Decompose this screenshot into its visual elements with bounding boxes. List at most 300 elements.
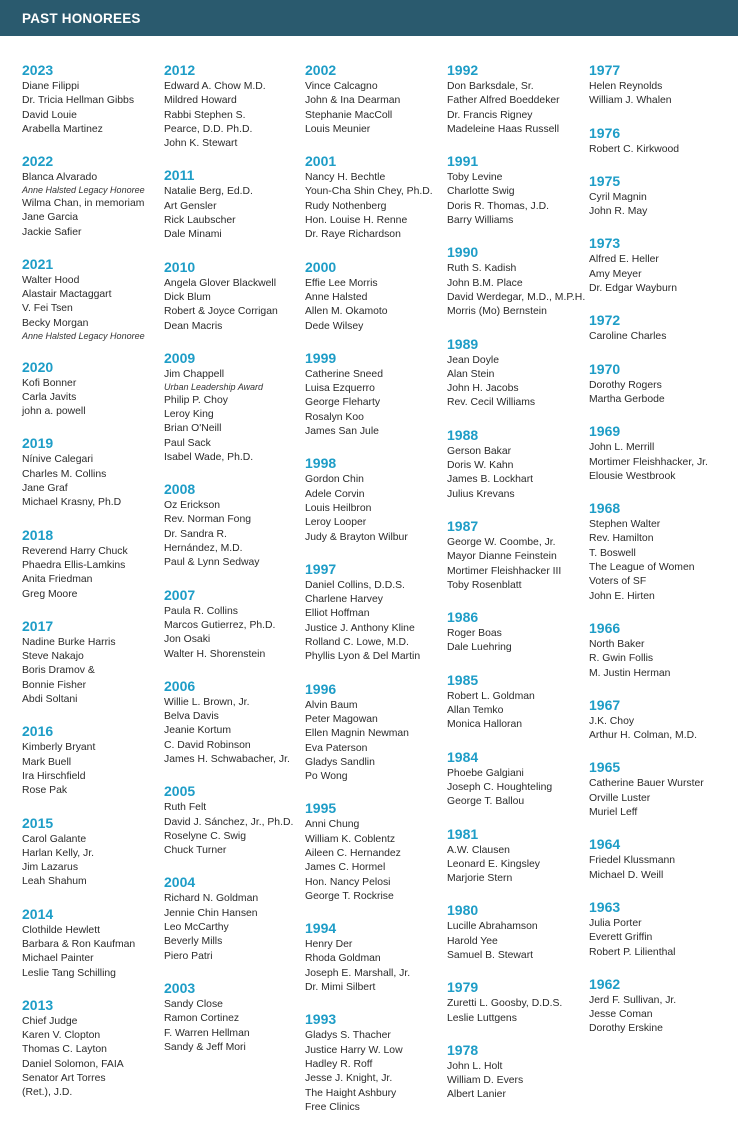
- honoree-name: Hernández, M.D.: [164, 543, 243, 555]
- honoree-name: Charlene Harvey: [305, 594, 383, 606]
- year-heading: 1986: [447, 609, 479, 626]
- year-heading: 1984: [447, 748, 479, 765]
- year-block: [589, 500, 735, 604]
- honoree-name: Paul & Lynn Sedway: [164, 557, 260, 569]
- honoree-name: Abdi Soltani: [22, 694, 78, 706]
- honoree-list: [589, 379, 735, 408]
- honoree-name: (Ret.), J.D.: [22, 1087, 73, 1099]
- honoree-name: Dr. Tricia Hellman Gibbs: [22, 95, 135, 107]
- honoree-column: [589, 62, 735, 1053]
- year-heading: 2012: [164, 62, 196, 78]
- honoree-name: Ruth S. Kadish: [447, 263, 517, 275]
- honoree-name: Zuretti L. Goosby, D.D.S.: [447, 998, 563, 1010]
- year-heading: 2014: [22, 905, 54, 922]
- honoree-list: [305, 277, 451, 334]
- honoree-name: Rose Pak: [22, 785, 68, 797]
- honoree-name: Marcos Gutierrez, Ph.D.: [164, 619, 276, 631]
- year-block: [589, 361, 735, 408]
- year-block: [447, 672, 593, 733]
- honoree-name: Robert & Joyce Corrigan: [164, 306, 278, 318]
- year-block: [22, 618, 168, 707]
- year-block: [305, 920, 451, 995]
- honoree-name: T. Boswell: [589, 547, 636, 559]
- honoree-name: Elousie Westbrook: [589, 470, 676, 482]
- honoree-name: Ruth Felt: [164, 802, 207, 814]
- honoree-name: Rhoda Goldman: [305, 953, 381, 965]
- honoree-name: Rev. Hamilton: [589, 533, 654, 545]
- honoree-name: Toby Levine: [447, 172, 503, 184]
- honoree-name: Jesse J. Knight, Jr.: [305, 1073, 393, 1085]
- honoree-name: Anni Chung: [305, 819, 360, 831]
- honoree-name: Jeanie Kortum: [164, 725, 231, 737]
- honoree-name: Phyllis Lyon & Del Martin: [305, 651, 421, 663]
- honoree-name: Doris R. Thomas, J.D.: [447, 200, 550, 212]
- honoree-list: [589, 330, 735, 344]
- honoree-name: James San Jule: [305, 426, 379, 438]
- honoree-name: Nínive Calegari: [22, 454, 94, 466]
- honoree-name: Samuel B. Stewart: [447, 949, 534, 961]
- honoree-name: Luisa Ezquerro: [305, 383, 375, 395]
- year-heading: 2008: [164, 481, 196, 498]
- honoree-list: [305, 579, 451, 665]
- honoree-name: Marjorie Stern: [447, 873, 513, 885]
- year-heading: 2015: [22, 814, 54, 831]
- year-heading: 1965: [589, 759, 621, 776]
- year-block: [164, 874, 310, 963]
- honoree-name: Ira Hirschfield: [22, 770, 86, 782]
- honoree-name: Paula R. Collins: [164, 605, 238, 617]
- honoree-name: john a. powell: [22, 406, 86, 418]
- year-heading: 1987: [447, 517, 479, 534]
- honoree-name: Justice J. Anthony Kline: [305, 622, 415, 634]
- honoree-name: Leo McCarthy: [164, 922, 229, 934]
- honoree-list: [447, 1060, 593, 1103]
- honoree-name: Mayor Dianne Feinstein: [447, 551, 557, 563]
- honoree-name: Dede Wilsey: [305, 320, 364, 332]
- honoree-name: Barbara & Ron Kaufman: [22, 938, 136, 950]
- honoree-name: R. Gwin Follis: [589, 653, 654, 665]
- honoree-list: [164, 696, 310, 767]
- year-block: [164, 481, 310, 570]
- honoree-name: Justice Harry W. Low: [305, 1044, 403, 1056]
- honoree-list: [164, 605, 310, 662]
- honoree-list: [305, 699, 451, 785]
- honoree-list: [589, 917, 735, 960]
- honoree-list: [589, 518, 735, 604]
- honoree-list: [589, 994, 735, 1037]
- honoree-name: Jim Chappell: [164, 368, 225, 380]
- year-heading: 1977: [589, 62, 621, 78]
- honoree-name: Po Wong: [305, 771, 348, 783]
- year-heading: 1963: [589, 898, 621, 915]
- honoree-list: [447, 536, 593, 593]
- year-block: [22, 527, 168, 602]
- year-block: [164, 62, 310, 151]
- honoree-name: Phoebe Galgiani: [447, 767, 524, 779]
- year-block: [22, 62, 168, 137]
- honor-note: Urban Leadership Award: [164, 382, 264, 393]
- honoree-list: [589, 80, 735, 109]
- honoree-column: [447, 62, 593, 1119]
- year-heading: 2006: [164, 677, 196, 694]
- honoree-name: Blanca Alvarado: [22, 172, 98, 184]
- honoree-name: Sandy Close: [164, 998, 223, 1010]
- honoree-list: [589, 143, 735, 157]
- year-block: [589, 125, 735, 157]
- honoree-name: Dr. Mimi Silbert: [305, 982, 376, 994]
- year-block: [22, 359, 168, 420]
- honoree-name: Anne Halsted: [305, 291, 368, 303]
- honoree-list: [164, 499, 310, 570]
- year-heading: 1962: [589, 975, 621, 992]
- honoree-name: George W. Coombe, Jr.: [447, 536, 556, 548]
- honoree-list: [447, 920, 593, 963]
- honoree-name: Karen V. Clopton: [22, 1030, 101, 1042]
- honoree-name: David Louie: [22, 109, 77, 121]
- honoree-list: [22, 274, 168, 343]
- year-heading: 1994: [305, 920, 337, 937]
- honoree-name: Mildred Howard: [164, 95, 237, 107]
- honoree-name: Leroy King: [164, 408, 214, 420]
- year-heading: 2007: [164, 586, 196, 603]
- honoree-name: Robert P. Lilienthal: [589, 946, 676, 958]
- year-block: [164, 350, 310, 465]
- honoree-name: V. Fei Tsen: [22, 303, 73, 315]
- honoree-name: Daniel Collins, D.D.S.: [305, 579, 405, 591]
- honoree-name: Everett Griffin: [589, 932, 653, 944]
- year-heading: 1975: [589, 172, 621, 189]
- year-block: [164, 980, 310, 1055]
- year-block: [22, 815, 168, 890]
- year-heading: 2004: [164, 874, 196, 891]
- honoree-name: Chief Judge: [22, 1015, 78, 1027]
- honoree-list: [305, 938, 451, 995]
- honoree-name: John L. Merrill: [589, 442, 655, 454]
- page-title: PAST HONOREES: [22, 10, 141, 26]
- year-block: [589, 423, 735, 484]
- honoree-name: Walter H. Shorenstein: [164, 648, 266, 660]
- honoree-name: Henry Der: [305, 939, 353, 951]
- honoree-name: Rev. Cecil Williams: [447, 397, 536, 409]
- year-heading: 2021: [22, 255, 54, 272]
- year-heading: 1989: [447, 335, 479, 352]
- honoree-name: Richard N. Goldman: [164, 893, 259, 905]
- honoree-name: Arthur H. Colman, M.D.: [589, 730, 697, 742]
- year-heading: 1964: [589, 836, 621, 853]
- honoree-name: Dorothy Rogers: [589, 379, 662, 391]
- honoree-column: [22, 62, 168, 1117]
- year-block: [447, 902, 593, 963]
- honoree-name: Paul Sack: [164, 437, 211, 449]
- year-heading: 2000: [305, 258, 337, 275]
- year-heading: 2018: [22, 526, 54, 543]
- year-heading: 1967: [589, 696, 621, 713]
- honoree-name: Leslie Tang Schilling: [22, 967, 116, 979]
- year-block: [447, 1042, 593, 1103]
- honoree-list: [22, 80, 168, 137]
- year-heading: 2001: [305, 153, 337, 170]
- honoree-name: Michael D. Weill: [589, 869, 664, 881]
- honoree-name: Harlan Kelly, Jr.: [22, 847, 94, 859]
- honoree-name: Jim Lazarus: [22, 862, 79, 874]
- honoree-list: [447, 262, 593, 319]
- honoree-name: Senator Art Torres: [22, 1073, 106, 1085]
- year-heading: 2017: [22, 617, 54, 634]
- honoree-name: Rudy Nothenberg: [305, 200, 387, 212]
- honoree-list: [22, 924, 168, 981]
- honoree-name: John & Ina Dearman: [305, 95, 401, 107]
- honoree-name: Greg Moore: [22, 588, 78, 600]
- honoree-name: Catherine Bauer Wurster: [589, 778, 704, 790]
- honoree-list: [447, 627, 593, 656]
- honoree-name: William D. Evers: [447, 1075, 524, 1087]
- honoree-name: John L. Holt: [447, 1060, 503, 1072]
- honoree-name: Anita Friedman: [22, 574, 93, 586]
- honoree-name: Bonnie Fisher: [22, 679, 87, 691]
- honoree-name: Lucille Abrahamson: [447, 921, 538, 933]
- honoree-name: Charlotte Swig: [447, 186, 515, 198]
- honoree-name: Hon. Nancy Pelosi: [305, 876, 391, 888]
- honoree-name: Roger Boas: [447, 628, 502, 640]
- honoree-list: [589, 777, 735, 820]
- year-block: [447, 244, 593, 319]
- honoree-name: Dale Luehring: [447, 642, 512, 654]
- honoree-name: Rosalyn Koo: [305, 411, 364, 423]
- honoree-name: Arabella Martinez: [22, 123, 103, 135]
- honoree-list: [305, 473, 451, 544]
- honoree-list: [589, 854, 735, 883]
- honoree-name: Gladys Sandlin: [305, 756, 375, 768]
- year-block: [305, 681, 451, 785]
- year-heading: 1976: [589, 124, 621, 141]
- honoree-name: Gerson Bakar: [447, 445, 512, 457]
- honoree-name: Alan Stein: [447, 368, 495, 380]
- honoree-name: Roselyne C. Swig: [164, 830, 247, 842]
- honoree-name: Madeleine Haas Russell: [447, 123, 560, 135]
- honoree-name: Mortimer Fleishhacker III: [447, 565, 562, 577]
- honoree-name: Helen Reynolds: [589, 81, 663, 92]
- year-block: [447, 518, 593, 593]
- honoree-name: Walter Hood: [22, 274, 80, 286]
- honoree-name: Jennie Chin Hansen: [164, 907, 258, 919]
- honoree-name: Jane Garcia: [22, 212, 79, 224]
- honoree-list: [305, 80, 451, 137]
- honoree-name: John K. Stewart: [164, 138, 238, 150]
- year-block: [447, 749, 593, 810]
- honoree-name: Rabbi Stephen S.: [164, 109, 246, 121]
- year-heading: 2016: [22, 723, 54, 740]
- honoree-list: [22, 171, 168, 240]
- honoree-name: M. Justin Herman: [589, 667, 671, 679]
- honoree-name: Kimberly Bryant: [22, 742, 96, 754]
- honoree-list: [22, 377, 168, 420]
- honoree-list: [589, 253, 735, 296]
- honoree-name: Jean Doyle: [447, 354, 499, 366]
- honoree-list: [164, 801, 310, 858]
- honoree-name: Dr. Raye Richardson: [305, 229, 401, 241]
- honoree-name: Cyril Magnin: [589, 191, 647, 203]
- honoree-name: Dale Minami: [164, 229, 222, 241]
- honoree-name: James C. Hormel: [305, 862, 386, 874]
- honoree-name: Isabel Wade, Ph.D.: [164, 451, 254, 463]
- honoree-list: [164, 368, 310, 465]
- honoree-name: Leonard E. Kingsley: [447, 858, 540, 870]
- honoree-list: [589, 441, 735, 484]
- honoree-list: [22, 1015, 168, 1101]
- year-heading: 1972: [589, 312, 621, 329]
- honoree-list: [164, 998, 310, 1055]
- year-heading: 1996: [305, 680, 337, 697]
- year-block: [589, 836, 735, 883]
- year-block: [589, 976, 735, 1037]
- honoree-name: Stephen Walter: [589, 519, 661, 531]
- honoree-name: Dr. Francis Rigney: [447, 109, 533, 121]
- honoree-name: John E. Hirten: [589, 590, 655, 602]
- honoree-list: [164, 185, 310, 242]
- year-block: [305, 800, 451, 904]
- honoree-name: Nadine Burke Harris: [22, 636, 116, 648]
- honoree-name: Ramon Cortinez: [164, 1013, 240, 1025]
- honoree-list: [22, 545, 168, 602]
- honoree-name: Gordon Chin: [305, 474, 364, 486]
- year-block: [589, 173, 735, 220]
- year-block: [22, 723, 168, 798]
- honoree-name: Peter Magowan: [305, 713, 378, 725]
- honoree-name: Steve Nakajo: [22, 651, 84, 663]
- honoree-name: Beverly Mills: [164, 936, 223, 948]
- honoree-name: Piero Patri: [164, 950, 213, 962]
- year-heading: 1985: [447, 671, 479, 688]
- honoree-list: [447, 767, 593, 810]
- honoree-name: Louis Heilbron: [305, 502, 372, 514]
- honoree-column: [164, 62, 310, 1071]
- year-heading: 2010: [164, 258, 196, 275]
- honoree-name: Wilma Chan, in memoriam: [22, 197, 145, 209]
- honoree-list: [589, 715, 735, 744]
- honoree-name: James H. Schwabacher, Jr.: [164, 754, 290, 765]
- honoree-name: Philip P. Choy: [164, 394, 228, 406]
- honoree-name: Rev. Norman Fong: [164, 514, 252, 526]
- honoree-name: The Haight Ashbury: [305, 1087, 397, 1099]
- honoree-list: [447, 690, 593, 733]
- year-block: [447, 609, 593, 656]
- year-heading: 1990: [447, 244, 479, 261]
- honoree-list: [589, 638, 735, 681]
- year-heading: 2003: [164, 979, 196, 996]
- honoree-list: [447, 844, 593, 887]
- honoree-name: John R. May: [589, 206, 648, 218]
- year-heading: 2002: [305, 62, 337, 78]
- honoree-name: Caroline Charles: [589, 331, 667, 343]
- honoree-name: James B. Lockhart: [447, 474, 534, 486]
- honoree-name: Brian O'Neill: [164, 423, 222, 435]
- honoree-name: Sandy & Jeff Mori: [164, 1041, 246, 1053]
- honoree-name: Dean Macris: [164, 320, 223, 332]
- honoree-name: Alvin Baum: [305, 699, 358, 711]
- honoree-name: Robert C. Kirkwood: [589, 143, 680, 155]
- honoree-name: Nancy H. Bechtle: [305, 172, 386, 184]
- honoree-name: Amy Meyer: [589, 268, 642, 280]
- year-heading: 2013: [22, 996, 54, 1013]
- honoree-name: Harold Yee: [447, 935, 498, 947]
- honoree-list: [447, 354, 593, 411]
- year-heading: 2009: [164, 349, 196, 366]
- honorees-columns: [0, 36, 738, 1125]
- honoree-name: William K. Coblentz: [305, 833, 396, 845]
- honoree-name: North Baker: [589, 638, 645, 650]
- honoree-name: Martha Gerbode: [589, 393, 665, 405]
- honoree-list: [22, 833, 168, 890]
- honoree-name: C. David Robinson: [164, 739, 251, 751]
- year-block: [589, 759, 735, 820]
- honoree-name: David J. Sánchez, Jr., Ph.D.: [164, 816, 294, 828]
- year-heading: 1998: [305, 455, 337, 472]
- honoree-name: Clothilde Hewlett: [22, 924, 100, 936]
- honoree-name: Carol Galante: [22, 833, 87, 845]
- honoree-name: The League of Women: [589, 562, 695, 574]
- honoree-name: Rolland C. Lowe, M.D.: [305, 637, 409, 649]
- honoree-name: Father Alfred Boeddeker: [447, 95, 560, 107]
- honoree-name: Carla Javits: [22, 391, 77, 403]
- honoree-list: [447, 80, 593, 137]
- year-block: [22, 997, 168, 1101]
- honoree-name: Mortimer Fleishhacker, Jr.: [589, 456, 708, 468]
- honoree-name: Dick Blum: [164, 291, 211, 303]
- year-block: [22, 906, 168, 981]
- honoree-name: Chuck Turner: [164, 845, 227, 857]
- year-heading: 1981: [447, 825, 479, 842]
- honoree-name: David Werdegar, M.D., M.P.H.: [447, 291, 586, 303]
- honoree-name: Michael Krasny, Ph.D: [22, 497, 122, 509]
- year-heading: 1995: [305, 800, 337, 817]
- honoree-list: [305, 818, 451, 904]
- honoree-list: [164, 277, 310, 334]
- year-heading: 2005: [164, 783, 196, 800]
- honoree-name: Joseph E. Marshall, Jr.: [305, 967, 411, 979]
- honoree-name: Friedel Klussmann: [589, 855, 676, 867]
- honoree-name: Willie L. Brown, Jr.: [164, 696, 250, 708]
- honoree-name: F. Warren Hellman: [164, 1027, 250, 1039]
- year-block: [164, 783, 310, 858]
- honoree-name: Effie Lee Morris: [305, 277, 378, 289]
- honoree-name: Hon. Louise H. Renne: [305, 215, 408, 227]
- honoree-name: Pearce, D.D. Ph.D.: [164, 123, 253, 135]
- honoree-list: [447, 171, 593, 228]
- year-heading: 2022: [22, 153, 54, 170]
- honoree-name: Judy & Brayton Wilbur: [305, 531, 408, 543]
- honoree-name: Robert L. Goldman: [447, 690, 535, 702]
- honoree-name: Rick Laubscher: [164, 215, 236, 227]
- honoree-name: Jesse Coman: [589, 1009, 653, 1021]
- honoree-name: J.K. Choy: [589, 715, 635, 727]
- year-heading: 1966: [589, 619, 621, 636]
- year-block: [22, 153, 168, 240]
- year-block: [447, 62, 593, 137]
- honoree-name: Angela Glover Blackwell: [164, 277, 277, 289]
- honoree-name: Kofi Bonner: [22, 377, 77, 389]
- honoree-name: Louis Meunier: [305, 123, 371, 135]
- year-heading: 1991: [447, 153, 479, 170]
- honoree-name: Dr. Sandra R.: [164, 528, 227, 540]
- honoree-name: Eva Paterson: [305, 742, 368, 754]
- honoree-name: Art Gensler: [164, 200, 217, 212]
- honoree-name: Ellen Magnin Newman: [305, 728, 409, 740]
- honoree-list: [22, 453, 168, 510]
- honoree-name: Morris (Mo) Bernstein: [447, 306, 547, 318]
- honoree-name: Toby Rosenblatt: [447, 579, 522, 591]
- year-heading: 1969: [589, 423, 621, 440]
- honoree-name: Julius Krevans: [447, 488, 515, 500]
